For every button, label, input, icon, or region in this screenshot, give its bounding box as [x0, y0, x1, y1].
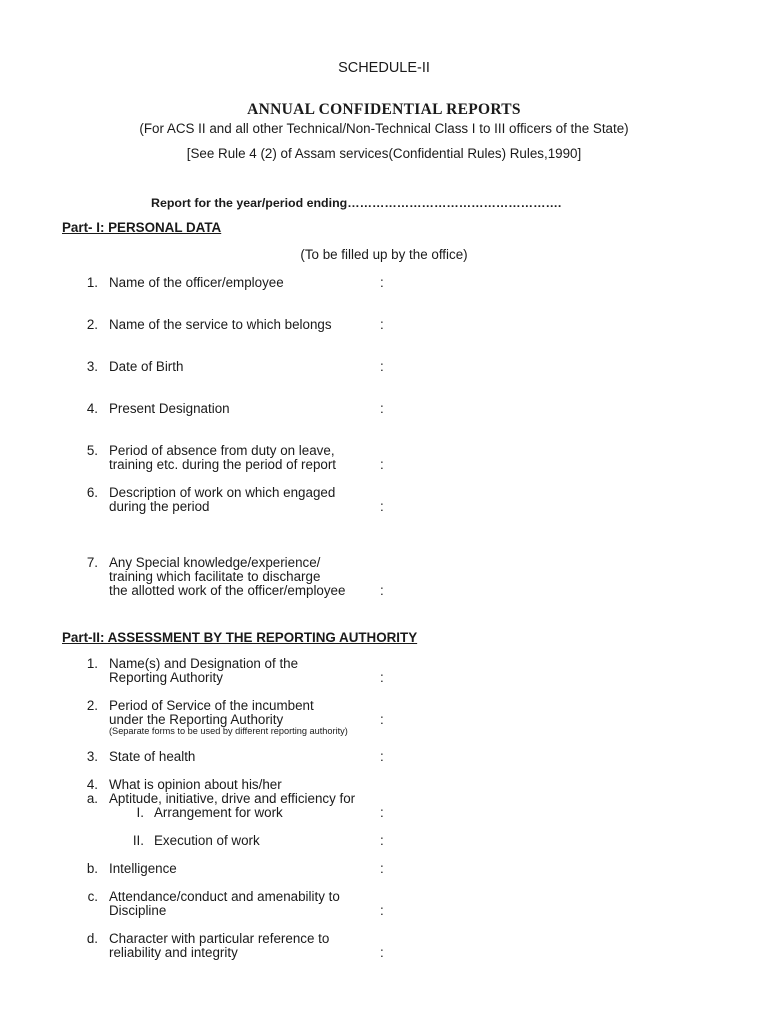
item-letter: d.	[86, 931, 98, 946]
field-label-cont: during the period	[109, 499, 210, 514]
field-colon: :	[380, 833, 384, 848]
report-period-line: Report for the year/period ending…………………………………………….	[151, 196, 562, 210]
field-label-cont: reliability and integrity	[109, 945, 238, 960]
document-title: ANNUAL CONFIDENTIAL REPORTS	[247, 101, 521, 118]
field-colon: :	[380, 903, 384, 918]
item-number: 5.	[86, 443, 98, 458]
separate-forms-note: (Separate forms to be used by different reporting authority)	[109, 726, 348, 736]
field-colon: :	[380, 861, 384, 876]
field-label: What is opinion about his/her	[109, 777, 282, 792]
field-label-cont: the allotted work of the officer/employee	[109, 583, 346, 598]
field-label-cont: training which facilitate to discharge	[109, 569, 321, 584]
item-roman: I.	[136, 805, 144, 820]
field-colon: :	[380, 583, 384, 598]
field-label-cont: training etc. during the period of report	[109, 457, 337, 472]
field-colon: :	[380, 359, 384, 374]
field-label: State of health	[109, 749, 196, 764]
item-number: 7.	[86, 555, 98, 570]
field-colon: :	[380, 499, 384, 514]
item-number: 2.	[86, 698, 98, 713]
field-label-cont: Reporting Authority	[109, 670, 223, 685]
item-number: 2.	[86, 317, 98, 332]
part1-heading: Part- I: PERSONAL DATA	[62, 220, 222, 235]
field-colon: :	[380, 401, 384, 416]
field-colon: :	[380, 712, 384, 727]
rule-reference: [See Rule 4 (2) of Assam services(Confidential Rules) Rules,1990]	[186, 146, 582, 161]
field-label: Arrangement for work	[154, 805, 283, 820]
item-number: 1.	[86, 656, 98, 671]
schedule-label: SCHEDULE-II	[338, 60, 430, 76]
office-fill-note: (To be filled up by the office)	[300, 247, 468, 262]
field-label: Present Designation	[109, 401, 230, 416]
item-number: 3.	[86, 359, 98, 374]
item-number: 4.	[86, 401, 98, 416]
field-colon: :	[380, 317, 384, 332]
item-roman: II.	[132, 833, 144, 848]
item-letter: a.	[86, 791, 98, 806]
field-label: Aptitude, initiative, drive and efficiency for	[109, 791, 356, 806]
part2-heading: Part-II: ASSESSMENT BY THE REPORTING AUTHORITY	[62, 630, 418, 645]
item-number: 6.	[86, 485, 98, 500]
field-label: Date of Birth	[109, 359, 184, 374]
item-number: 4.	[86, 777, 98, 792]
field-colon: :	[380, 749, 384, 764]
field-colon: :	[380, 670, 384, 685]
field-label: Attendance/conduct and amenability to	[109, 889, 340, 904]
field-label: Period of Service of the incumbent	[109, 698, 314, 713]
field-colon: :	[380, 945, 384, 960]
field-label: Name(s) and Designation of the	[109, 656, 299, 671]
field-label: Execution of work	[154, 833, 260, 848]
field-label: Name of the officer/employee	[109, 275, 284, 290]
field-label: Name of the service to which belongs	[109, 317, 332, 332]
field-colon: :	[380, 275, 384, 290]
field-label-cont: under the Reporting Authority	[109, 712, 284, 727]
item-number: 1.	[86, 275, 98, 290]
field-label: Intelligence	[109, 861, 177, 876]
field-label: Description of work on which engaged	[109, 485, 336, 500]
item-letter: c.	[87, 889, 98, 904]
field-label: Character with particular reference to	[109, 931, 330, 946]
field-colon: :	[380, 457, 384, 472]
field-label-cont: Discipline	[109, 903, 167, 918]
item-letter: b.	[86, 861, 98, 876]
field-label: Any Special knowledge/experience/	[109, 555, 321, 570]
item-number: 3.	[86, 749, 98, 764]
field-colon: :	[380, 805, 384, 820]
document-subtitle: (For ACS II and all other Technical/Non-Technical Class I to III officers of the State)	[139, 121, 629, 136]
field-label: Period of absence from duty on leave,	[109, 443, 335, 458]
